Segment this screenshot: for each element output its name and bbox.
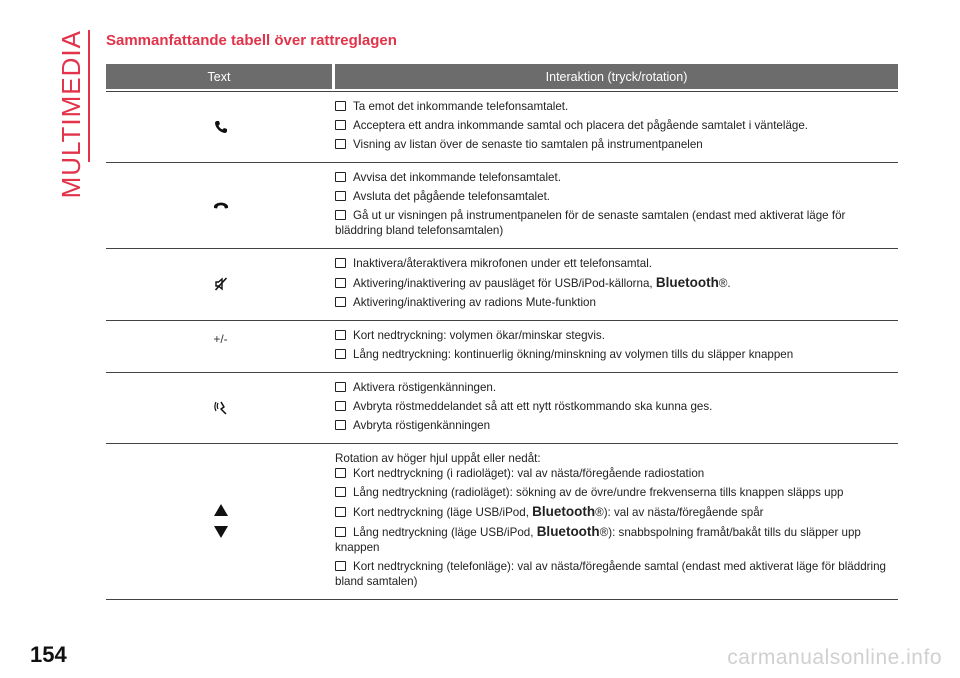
rotation-intro: Rotation av höger hjul uppåt eller nedåt: (335, 452, 541, 465)
list-item: Avvisa det inkommande telefonsamtalet. (335, 170, 894, 185)
list-item: Inaktivera/återaktivera mikrofonen under ett telefonsamtal. (335, 256, 894, 271)
checkbox-bullet-icon (335, 561, 346, 571)
list-item: Kort nedtryckning (i radioläget): val av nästa/föregående radiostation (335, 466, 894, 481)
up-down-arrows-icon (214, 504, 228, 538)
volume-label: +/- (213, 332, 228, 346)
checkbox-bullet-icon (335, 297, 346, 307)
checkbox-bullet-icon (335, 468, 346, 478)
list-item: Kort nedtryckning: volymen ökar/minskar stegvis. (335, 328, 894, 343)
list-item: Kort nedtryckning (läge USB/iPod, Bluetooth®): val av nästa/föregående spår (335, 504, 894, 520)
checkbox-bullet-icon (335, 401, 346, 411)
table-row (106, 372, 898, 443)
list-item: Acceptera ett andra inkommande samtal och placera det pågående samtalet i vänteläge. (335, 118, 894, 133)
table-row (106, 320, 898, 372)
list-item: Gå ut ur visningen på instrumentpanelen för de senaste samtalen (endast med aktiverat läge för bläddring bland telefonsamtalen) (335, 209, 846, 237)
list-item: Aktivering/inaktivering av pausläget för USB/iPod-källorna, Bluetooth®. (335, 275, 894, 291)
page-title: Sammanfattande tabell över rattreglagen (106, 32, 397, 49)
checkbox-bullet-icon (335, 330, 346, 340)
list-item: Avsluta det pågående telefonsamtalet. (335, 189, 894, 204)
checkbox-bullet-icon (335, 349, 346, 359)
list-item: Kort nedtryckning (telefonläge): val av nästa/föregående samtal (endast med aktiverat läge för bläddring bland samtalen) (335, 560, 886, 588)
watermark: carmanualsonline.info (727, 646, 942, 669)
controls-table (106, 64, 898, 600)
checkbox-bullet-icon (335, 172, 346, 182)
header-interaction: Interaktion (tryck/rotation) (335, 64, 898, 89)
phone-answer-icon (106, 97, 335, 156)
checkbox-bullet-icon (335, 382, 346, 392)
table-row (106, 91, 898, 162)
table-header (106, 64, 898, 89)
phone-hangup-icon (106, 168, 335, 242)
section-tab: MULTIMEDIA (56, 30, 86, 199)
list-item: Aktivering/inaktivering av radions Mute-funktion (335, 295, 894, 310)
list-item: Ta emot det inkommande telefonsamtalet. (335, 99, 894, 114)
checkbox-bullet-icon (335, 527, 346, 537)
table-row (106, 443, 898, 600)
list-item: Aktivera röstigenkänningen. (335, 380, 894, 395)
checkbox-bullet-icon (335, 258, 346, 268)
page-number: 154 (30, 642, 67, 667)
checkbox-bullet-icon (335, 278, 346, 288)
voice-command-icon (106, 378, 335, 437)
checkbox-bullet-icon (335, 487, 346, 497)
mute-icon (106, 254, 335, 314)
checkbox-bullet-icon (335, 507, 346, 517)
list-item: Avbryta röstmeddelandet så att ett nytt röstkommando ska kunna ges. (335, 399, 894, 414)
checkbox-bullet-icon (335, 210, 346, 220)
header-text: Text (106, 64, 332, 89)
checkbox-bullet-icon (335, 120, 346, 130)
list-item: Lång nedtryckning (radioläget): sökning av de övre/undre frekvenserna tills knappen släpps upp (335, 485, 894, 500)
section-rule (88, 30, 90, 162)
list-item: Lång nedtryckning (läge USB/iPod, Bluetooth®): snabbspolning framåt/bakåt tills du släpper upp knappen (335, 524, 861, 554)
list-item: Avbryta röstigenkänningen (335, 418, 894, 433)
list-item: Visning av listan över de senaste tio samtalen på instrumentpanelen (335, 137, 894, 152)
list-item: Lång nedtryckning: kontinuerlig ökning/minskning av volymen tills du släpper knappen (335, 347, 894, 362)
checkbox-bullet-icon (335, 420, 346, 430)
checkbox-bullet-icon (335, 191, 346, 201)
table-row (106, 162, 898, 248)
table-row (106, 248, 898, 320)
checkbox-bullet-icon (335, 101, 346, 111)
checkbox-bullet-icon (335, 139, 346, 149)
